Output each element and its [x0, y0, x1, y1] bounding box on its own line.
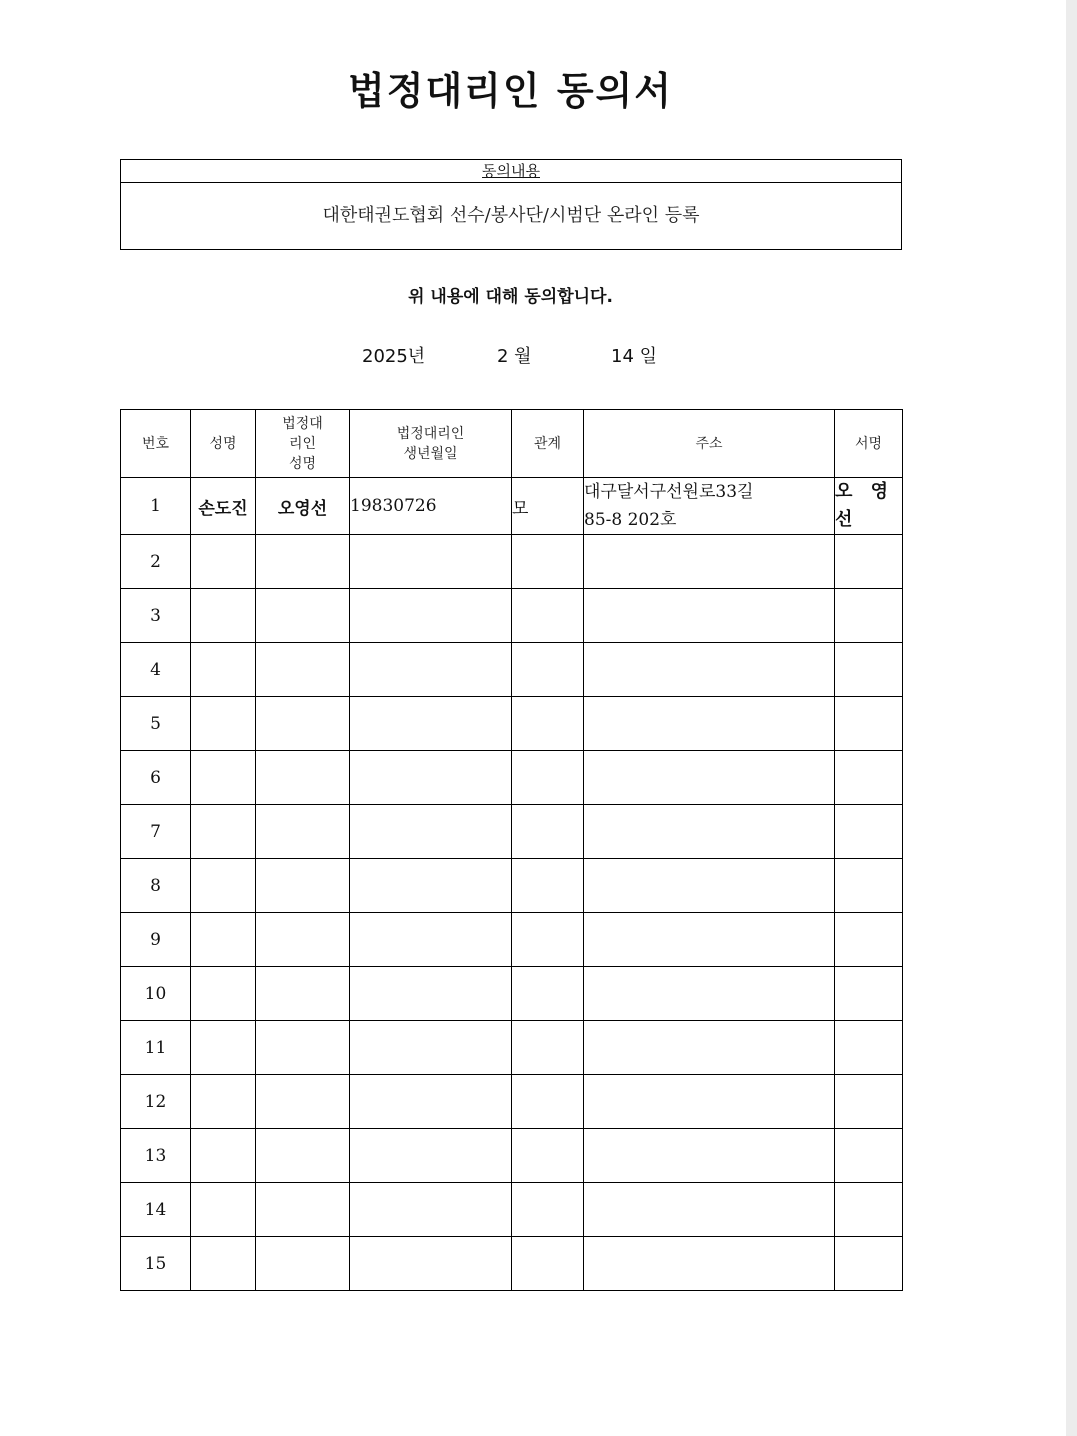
guardian-name-cell [256, 1075, 350, 1129]
table-row [121, 1021, 903, 1075]
signature-line-2: 선 [835, 509, 859, 530]
signature-cell [835, 1021, 903, 1075]
consent-box [120, 159, 902, 250]
header-guardian-birth: 법정대리인 생년월일 [350, 410, 512, 478]
signature-cell [835, 535, 903, 589]
name-cell [191, 643, 256, 697]
address-cell [584, 1237, 835, 1291]
signature [835, 478, 903, 535]
row-number: 3 [121, 589, 191, 643]
document-title: 법정대리인 동의서 [348, 68, 673, 113]
guardian-birth-cell [350, 913, 512, 967]
header-signature: 서명 [835, 410, 903, 478]
table-row [121, 1075, 903, 1129]
signature-cell [835, 1237, 903, 1291]
name-cell [191, 913, 256, 967]
table-row [121, 751, 903, 805]
guardian-name-cell [256, 589, 350, 643]
row-number: 15 [121, 1237, 191, 1291]
name-cell [191, 1237, 256, 1291]
guardian-name-cell [256, 1021, 350, 1075]
signature-cell [835, 697, 903, 751]
signature-cell [835, 751, 903, 805]
row-number: 1 [121, 478, 191, 535]
name-cell [191, 535, 256, 589]
address-cell [584, 805, 835, 859]
relation-cell [512, 1237, 584, 1291]
guardian-name-cell [256, 643, 350, 697]
guardian-birth-cell [350, 1129, 512, 1183]
address-cell [584, 535, 835, 589]
address [584, 478, 835, 535]
date-year: 2025년 [362, 346, 426, 367]
table-row [121, 1183, 903, 1237]
guardian-birth-cell [350, 589, 512, 643]
row-number: 14 [121, 1183, 191, 1237]
name-cell [191, 967, 256, 1021]
student-name: 손도진 [191, 478, 256, 535]
relation-cell [512, 913, 584, 967]
guardian-name-cell [256, 535, 350, 589]
row-number: 11 [121, 1021, 191, 1075]
date-month: 2 월 [497, 346, 532, 367]
relation-cell [512, 1129, 584, 1183]
relation-cell [512, 967, 584, 1021]
guardian-birth-cell [350, 1183, 512, 1237]
name-cell [191, 1183, 256, 1237]
guardian-name-cell [256, 751, 350, 805]
row-number: 7 [121, 805, 191, 859]
address-cell [584, 967, 835, 1021]
relation-cell [512, 805, 584, 859]
address-cell [584, 913, 835, 967]
name-cell [191, 1129, 256, 1183]
address-line-2: 85-8 202호 [584, 510, 677, 530]
name-cell [191, 751, 256, 805]
guardian-birth-cell [350, 697, 512, 751]
header-guardian-name: 법정대 리인 성명 [256, 410, 350, 478]
table-row [121, 1237, 903, 1291]
table-row [121, 535, 903, 589]
table-row [121, 859, 903, 913]
guardian-name-cell [256, 967, 350, 1021]
signature-line-1: 오 영 [835, 481, 895, 502]
table-row [121, 478, 903, 535]
address-line-1: 대구달서구선원로33길 [584, 482, 754, 502]
address-cell [584, 589, 835, 643]
header-address: 주소 [584, 410, 835, 478]
relation-cell [512, 1075, 584, 1129]
row-number: 4 [121, 643, 191, 697]
relation-cell [512, 751, 584, 805]
guardian-birth-cell [350, 967, 512, 1021]
consent-body: 대한태권도협회 선수/봉사단/시범단 온라인 등록 [322, 205, 700, 226]
table-row [121, 697, 903, 751]
table-row [121, 589, 903, 643]
row-number: 9 [121, 913, 191, 967]
address-cell [584, 1129, 835, 1183]
address-cell [584, 1021, 835, 1075]
relation-cell [512, 643, 584, 697]
roster-table [120, 409, 903, 1291]
consent-heading: 동의내용 [121, 160, 901, 183]
name-cell [191, 859, 256, 913]
table-row [121, 805, 903, 859]
address-cell [584, 1075, 835, 1129]
signature-cell [835, 643, 903, 697]
signature-cell [835, 913, 903, 967]
guardian-name-cell [256, 805, 350, 859]
row-number: 6 [121, 751, 191, 805]
name-cell [191, 1021, 256, 1075]
row-number: 13 [121, 1129, 191, 1183]
guardian-name-cell [256, 859, 350, 913]
address-cell [584, 751, 835, 805]
guardian-name-cell [256, 1183, 350, 1237]
address-cell [584, 859, 835, 913]
scrollbar-track[interactable] [1066, 0, 1077, 1436]
signature-cell [835, 967, 903, 1021]
signature-cell [835, 1075, 903, 1129]
guardian-name-cell [256, 697, 350, 751]
row-number: 8 [121, 859, 191, 913]
guardian-birth-cell [350, 859, 512, 913]
row-number: 10 [121, 967, 191, 1021]
table-row [121, 643, 903, 697]
signature-cell [835, 805, 903, 859]
guardian-birth-cell [350, 1021, 512, 1075]
relation-cell [512, 859, 584, 913]
signature-cell [835, 1183, 903, 1237]
name-cell [191, 589, 256, 643]
row-number: 2 [121, 535, 191, 589]
signature-cell [835, 589, 903, 643]
header-relation: 관계 [512, 410, 584, 478]
relation-cell [512, 1021, 584, 1075]
guardian-birth-cell [350, 1075, 512, 1129]
relation-cell [512, 697, 584, 751]
relation-cell [512, 1183, 584, 1237]
table-row [121, 967, 903, 1021]
table-row [121, 1129, 903, 1183]
guardian-name: 오영선 [256, 478, 350, 535]
address-cell [584, 643, 835, 697]
guardian-birth-cell [350, 643, 512, 697]
header-no: 번호 [121, 410, 191, 478]
table-row [121, 913, 903, 967]
signature-cell [835, 859, 903, 913]
name-cell [191, 1075, 256, 1129]
signature-cell [835, 1129, 903, 1183]
row-number: 12 [121, 1075, 191, 1129]
header-row [121, 410, 903, 478]
guardian-name-cell [256, 1129, 350, 1183]
guardian-name-cell [256, 1237, 350, 1291]
relation-cell [512, 535, 584, 589]
header-name: 성명 [191, 410, 256, 478]
name-cell [191, 697, 256, 751]
address-cell [584, 1183, 835, 1237]
guardian-birth-cell [350, 1237, 512, 1291]
agree-statement: 위 내용에 대해 동의합니다. [408, 287, 613, 307]
name-cell [191, 805, 256, 859]
address-cell [584, 697, 835, 751]
row-number: 5 [121, 697, 191, 751]
relation-cell [512, 589, 584, 643]
guardian-birth-cell [350, 805, 512, 859]
date-day: 14 일 [611, 346, 658, 367]
guardian-birth-cell [350, 535, 512, 589]
guardian-birth-cell [350, 751, 512, 805]
guardian-birth: 19830726 [350, 478, 512, 535]
relation: 모 [512, 478, 584, 535]
guardian-name-cell [256, 913, 350, 967]
